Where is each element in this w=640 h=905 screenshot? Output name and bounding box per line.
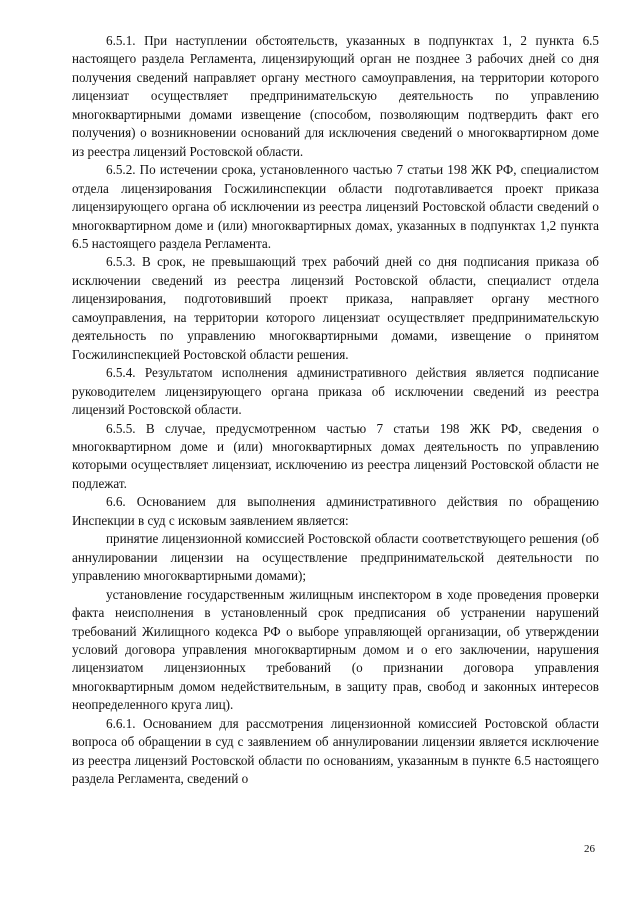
paragraph-6-6-1: 6.6.1. Основанием для рассмотрения лицензионной комиссией Ростовской области вопроса об обращении в суд с заявлением об аннулировании лицензии является исключение из реестра лицензий Ростовской области по основаниям, указанным в пункте 6.5 настоящего раздела Регламента, сведений о — [72, 715, 599, 787]
paragraph-6-5-5: 6.5.5. В случае, предусмотренном частью 7 статьи 198 ЖК РФ, сведения о многоквартирном доме и (или) многоквартирных домах деятельность по управлению которыми осуществляет лицензиат, исключению из реестра лицензий Ростовской области не подлежат. — [72, 420, 599, 491]
paragraph-6-5-3: 6.5.3. В срок, не превышающий трех рабочий дней со дня подписания приказа об исключении сведений из реестра лицензий Ростовской области, специалист отдела лицензирования, подготовивший проект приказа, направляет органу местного самоуправления, на территории которого лицензиат осуществляет предпринимательскую деятельность по управлению многоквартирными домами, извещение о принятом Госжилинспекцией Ростовской области решения. — [72, 254, 599, 362]
paragraph-inspector-finding: установление государственным жилищным инспектором в ходе проведения проверки факта неисполнения в установленный срок предписания об устранении нарушений требований Жилищного кодекса РФ о выборе управляющей организации, об утверждении условий договора управления многоквартирным домом и о его заключении, нарушения лицензиатом лицензионных требований (о признании договора управления многоквартирным домом недействительным, в защиту прав, свобод и законных интересов неопределенного круга лиц). — [72, 586, 599, 713]
paragraph-6-5-1: 6.5.1. При наступлении обстоятельств, указанных в подпунктах 1, 2 пункта 6.5 настоящего раздела Регламента, лицензирующий орган не позднее 3 рабочих дней со дня получения сведений направляет органу местного самоуправления, на территории которого лицензиат осуществляет предпринимательскую деятельность по управлению многоквартирными домами извещение (способом, позволяющим подтвердить факт его получения) о возникновении оснований для исключения сведений о многоквартирном доме из реестра лицензий Ростовской области. — [72, 33, 599, 159]
paragraph-6-5-4: 6.5.4. Результатом исполнения административного действия является подписание руководителем лицензирующего органа приказа об исключении сведений из реестра лицензий Ростовской области. — [72, 365, 599, 418]
page-number: 26 — [584, 843, 595, 855]
paragraph-6-5-2: 6.5.2. По истечении срока, установленного частью 7 статьи 198 ЖК РФ, специалистом отдела лицензирования Госжилинспекции области подготавливается проект приказа лицензирующего органа об исключении из реестра лицензий Ростовской области сведений о многоквартирном доме и (или) многоквартирных домах, указанных в подпунктах 1,2 пункта 6.5 настоящего раздела Регламента. — [72, 162, 599, 251]
paragraph-license-commission-decision: принятие лицензионной комиссией Ростовской области соответствующего решения (об аннулировании лицензии на осуществление предпринимательской деятельности по управлению многоквартирными домами); — [72, 531, 599, 584]
document-body — [72, 32, 599, 789]
paragraph-6-6: 6.6. Основанием для выполнения административного действия по обращению Инспекции в суд с исковым заявлением является: — [72, 494, 599, 528]
